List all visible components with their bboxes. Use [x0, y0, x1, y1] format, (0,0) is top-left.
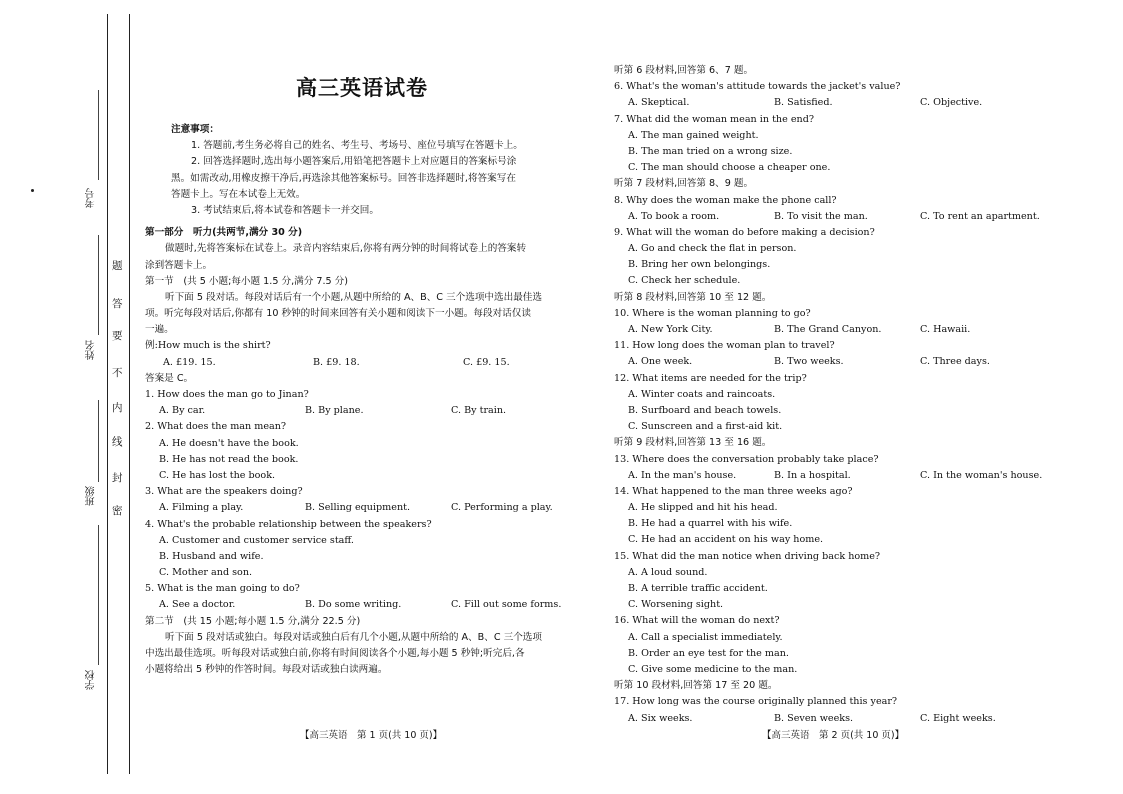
- example-option: A. £19. 15.: [163, 356, 216, 368]
- answer-option[interactable]: C. Give some medicine to the man.: [628, 663, 798, 675]
- answer-option[interactable]: C. By train.: [451, 405, 507, 417]
- question-text: 7. What did the woman mean in the end?: [614, 113, 814, 125]
- answer-option[interactable]: B. Satisfied.: [774, 97, 833, 109]
- question-text: 16. What will the woman do next?: [614, 615, 780, 627]
- material-heading: 听第 8 段材料,回答第 10 至 12 题。: [614, 291, 772, 303]
- question-text: 11. How long does the woman plan to travel?: [614, 340, 835, 352]
- question-text: 5. What is the man going to do?: [145, 583, 300, 595]
- question-text: 9. What will the woman do before making a decision?: [614, 226, 875, 238]
- name-label: 姓名: [86, 340, 97, 360]
- notes-line: 黑。如需改动,用橡皮擦干净后,再选涂其他答案标号。回答非选择题时,将答案写在: [171, 172, 516, 184]
- class-label: 班级: [86, 486, 97, 506]
- answer-option[interactable]: B. Surfboard and beach towels.: [628, 404, 782, 416]
- intro-line: 涂到答题卡上。: [145, 259, 213, 271]
- seal-char: 要: [112, 330, 123, 342]
- seal-char: 题: [112, 260, 123, 272]
- exam-no-line[interactable]: [98, 90, 99, 180]
- example-question: 例:How much is the shirt?: [145, 340, 271, 352]
- question-text: 13. Where does the conversation probably take place?: [614, 453, 879, 465]
- question-text: 3. What are the speakers doing?: [145, 486, 303, 498]
- part1-heading: 第一部分 听力(共两节,满分 30 分): [145, 227, 303, 239]
- answer-option[interactable]: A. See a doctor.: [159, 599, 236, 611]
- right-column: [614, 63, 1084, 727]
- answer-option[interactable]: A. Call a specialist immediately.: [628, 631, 783, 643]
- seal-char: 密: [112, 505, 123, 517]
- answer-option[interactable]: C. Objective.: [920, 97, 983, 109]
- footer-page-1: 【高三英语 第 1 页(共 10 页)】: [300, 730, 443, 741]
- answer-option[interactable]: C. In the woman's house.: [920, 469, 1043, 481]
- material-heading: 听第 10 段材料,回答第 17 至 20 题。: [614, 680, 778, 692]
- section2-intro: [145, 630, 575, 679]
- left-column: [145, 122, 575, 678]
- question-text: 10. Where is the woman planning to go?: [614, 307, 811, 319]
- options-row: [614, 95, 1084, 111]
- answer-option[interactable]: B. Selling equipment.: [305, 502, 411, 514]
- answer-option[interactable]: B. Bring her own belongings.: [628, 259, 771, 271]
- answer-option[interactable]: B. To visit the man.: [774, 210, 868, 222]
- question-text: 14. What happened to the man three weeks ago?: [614, 485, 853, 497]
- intro-line: 做题时,先将答案标在试卷上。录音内容结束后,你将有两分钟的时间将试卷上的答案转: [165, 243, 527, 255]
- question-text: 12. What items are needed for the trip?: [614, 372, 807, 384]
- question-text: 6. What's the woman's attitude towards the jacket's value?: [614, 81, 901, 93]
- intro-line: 一遍。: [145, 324, 174, 336]
- question-text: 15. What did the man notice when driving back home?: [614, 550, 881, 562]
- answer-option[interactable]: B. By plane.: [305, 405, 364, 417]
- notes-line: 答题卡上。写在本试卷上无效。: [171, 188, 306, 200]
- answer-option[interactable]: C. To rent an apartment.: [920, 210, 1040, 222]
- material-heading: 听第 7 段材料,回答第 8、9 题。: [614, 178, 754, 190]
- answer-option[interactable]: C. He had an accident on his way home.: [628, 534, 824, 546]
- intro-line: 小题将给出 5 秒钟的作答时间。每段对话或独白读两遍。: [145, 664, 388, 676]
- intro-line: 项。听完每段对话后,你都有 10 秒钟的时间来回答有关小题和阅读下一小题。每段对话仅读: [145, 308, 531, 320]
- seal-char: 答: [112, 298, 123, 310]
- answer-option[interactable]: B. He had a quarrel with his wife.: [628, 518, 793, 530]
- answer-option[interactable]: A. Go and check the flat in person.: [628, 243, 797, 255]
- answer-option[interactable]: A. He slipped and hit his head.: [628, 502, 778, 514]
- intro-line: 听下面 5 段对话或独白。每段对话或独白后有几个小题,从题中所给的 A、B、C 三个选项: [165, 631, 542, 643]
- answer-option[interactable]: A. A loud sound.: [628, 566, 708, 578]
- section2-heading: 第二节 (共 15 小题;每小题 1.5 分,满分 22.5 分): [145, 615, 361, 627]
- answer-option[interactable]: A. Six weeks.: [628, 712, 693, 724]
- example-answer: 答案是 C。: [145, 372, 194, 384]
- notes-heading: 注意事项：: [171, 124, 219, 135]
- answer-option[interactable]: A. In the man's house.: [628, 469, 737, 481]
- options-row: [614, 711, 1084, 727]
- seal-char: 内: [112, 402, 123, 414]
- example-options: [145, 355, 575, 371]
- answer-option[interactable]: C. Hawaii.: [920, 324, 971, 335]
- options-row: [614, 468, 1084, 484]
- example-option: C. £9. 15.: [463, 356, 510, 368]
- answer-option[interactable]: B. He has not read the book.: [159, 453, 299, 465]
- options-row: [614, 209, 1084, 225]
- exam-no-label: 考号: [86, 188, 97, 208]
- answer-option[interactable]: A. By car.: [159, 405, 206, 417]
- answer-option[interactable]: A. New York City.: [628, 324, 713, 335]
- notes-line: 1. 答题前,考生务必将自己的姓名、考生号、考场号、座位号填写在答题卡上。: [191, 140, 523, 152]
- answer-option[interactable]: A. The man gained weight.: [628, 129, 759, 141]
- question-text: 2. What does the man mean?: [145, 421, 287, 433]
- question-text: 4. What's the probable relationship between the speakers?: [145, 518, 432, 530]
- material-heading: 听第 9 段材料,回答第 13 至 16 题。: [614, 437, 772, 449]
- answer-option[interactable]: C. Performing a play.: [451, 502, 553, 514]
- answer-option[interactable]: C. Three days.: [920, 356, 990, 368]
- answer-option[interactable]: C. Check her schedule.: [628, 275, 741, 287]
- question-text: 1. How does the man go to Jinan?: [145, 389, 309, 400]
- answer-option[interactable]: B. The Grand Canyon.: [774, 324, 882, 335]
- section1-intro: [145, 290, 575, 339]
- options-row: [145, 500, 575, 516]
- answer-option[interactable]: C. Fill out some forms.: [451, 599, 562, 611]
- class-line[interactable]: [98, 400, 99, 482]
- answer-option[interactable]: A. To book a room.: [628, 210, 720, 222]
- notes-line: 3. 考试结束后,将本试卷和答题卡一并交回。: [191, 204, 379, 216]
- answer-option[interactable]: B. Husband and wife.: [159, 550, 264, 562]
- name-line[interactable]: [98, 235, 99, 335]
- answer-option[interactable]: A. One week.: [628, 356, 693, 368]
- footer-page-2: 【高三英语 第 2 页(共 10 页)】: [762, 730, 905, 741]
- question-text: 8. Why does the woman make the phone call?: [614, 194, 837, 206]
- answer-option[interactable]: C. Eight weeks.: [920, 712, 996, 724]
- question-text: 17. How long was the course originally planned this year?: [614, 696, 898, 708]
- part1-intro: [145, 241, 575, 273]
- options-row: [614, 354, 1084, 370]
- school-line[interactable]: [98, 525, 99, 665]
- exam-title: 高三英语试卷: [296, 76, 428, 100]
- intro-line: 听下面 5 段对话。每段对话后有一个小题,从题中所给的 A、B、C 三个选项中选出最佳选: [165, 291, 542, 303]
- seal-char: 线: [112, 436, 123, 448]
- answer-option[interactable]: B. A terrible traffic accident.: [628, 583, 768, 594]
- answer-option[interactable]: A. Skeptical.: [628, 97, 690, 109]
- options-row: [614, 322, 1084, 338]
- answer-option[interactable]: C. Worsening sight.: [628, 599, 724, 611]
- seal-char: 不: [112, 367, 123, 379]
- answer-option[interactable]: B. In a hospital.: [774, 469, 851, 481]
- example-option: B. £9. 18.: [313, 356, 360, 368]
- answer-option[interactable]: A. Filming a play.: [159, 502, 244, 514]
- answer-option[interactable]: C. The man should choose a cheaper one.: [628, 162, 831, 174]
- answer-option[interactable]: A. He doesn't have the book.: [159, 437, 299, 449]
- material-heading: 听第 6 段材料,回答第 6、7 题。: [614, 65, 754, 76]
- answer-option[interactable]: B. The man tried on a wrong size.: [628, 145, 793, 157]
- answer-option[interactable]: B. Do some writing.: [305, 599, 402, 611]
- answer-option[interactable]: C. Sunscreen and a first-aid kit.: [628, 421, 783, 433]
- answer-option[interactable]: B. Seven weeks.: [774, 712, 854, 724]
- left-questions: [145, 387, 575, 614]
- answer-option[interactable]: B. Order an eye test for the man.: [628, 647, 789, 659]
- school-label: 学校: [86, 670, 97, 690]
- answer-option[interactable]: A. Winter coats and raincoats.: [628, 388, 776, 400]
- answer-option[interactable]: B. Two weeks.: [774, 356, 844, 368]
- margin-dot: [31, 189, 34, 192]
- notes-list: [145, 138, 575, 219]
- margin-line-inner: [129, 14, 130, 774]
- seal-char: 封: [112, 472, 123, 484]
- options-row: [145, 403, 575, 419]
- answer-option[interactable]: C. Mother and son.: [159, 567, 253, 579]
- margin-line-outer: [107, 14, 108, 774]
- notes-line: 2. 回答选择题时,选出每小题答案后,用铅笔把答题卡上对应题目的答案标号涂: [191, 156, 517, 168]
- intro-line: 中选出最佳选项。听每段对话或独白前,你将有时间阅读各个小题,每小题 5 秒钟;听完后,各: [145, 648, 525, 659]
- answer-option[interactable]: C. He has lost the book.: [159, 469, 276, 481]
- options-row: [145, 597, 575, 613]
- answer-option[interactable]: A. Customer and customer service staff.: [159, 534, 354, 546]
- section1-heading: 第一节 (共 5 小题;每小题 1.5 分,满分 7.5 分): [145, 275, 348, 287]
